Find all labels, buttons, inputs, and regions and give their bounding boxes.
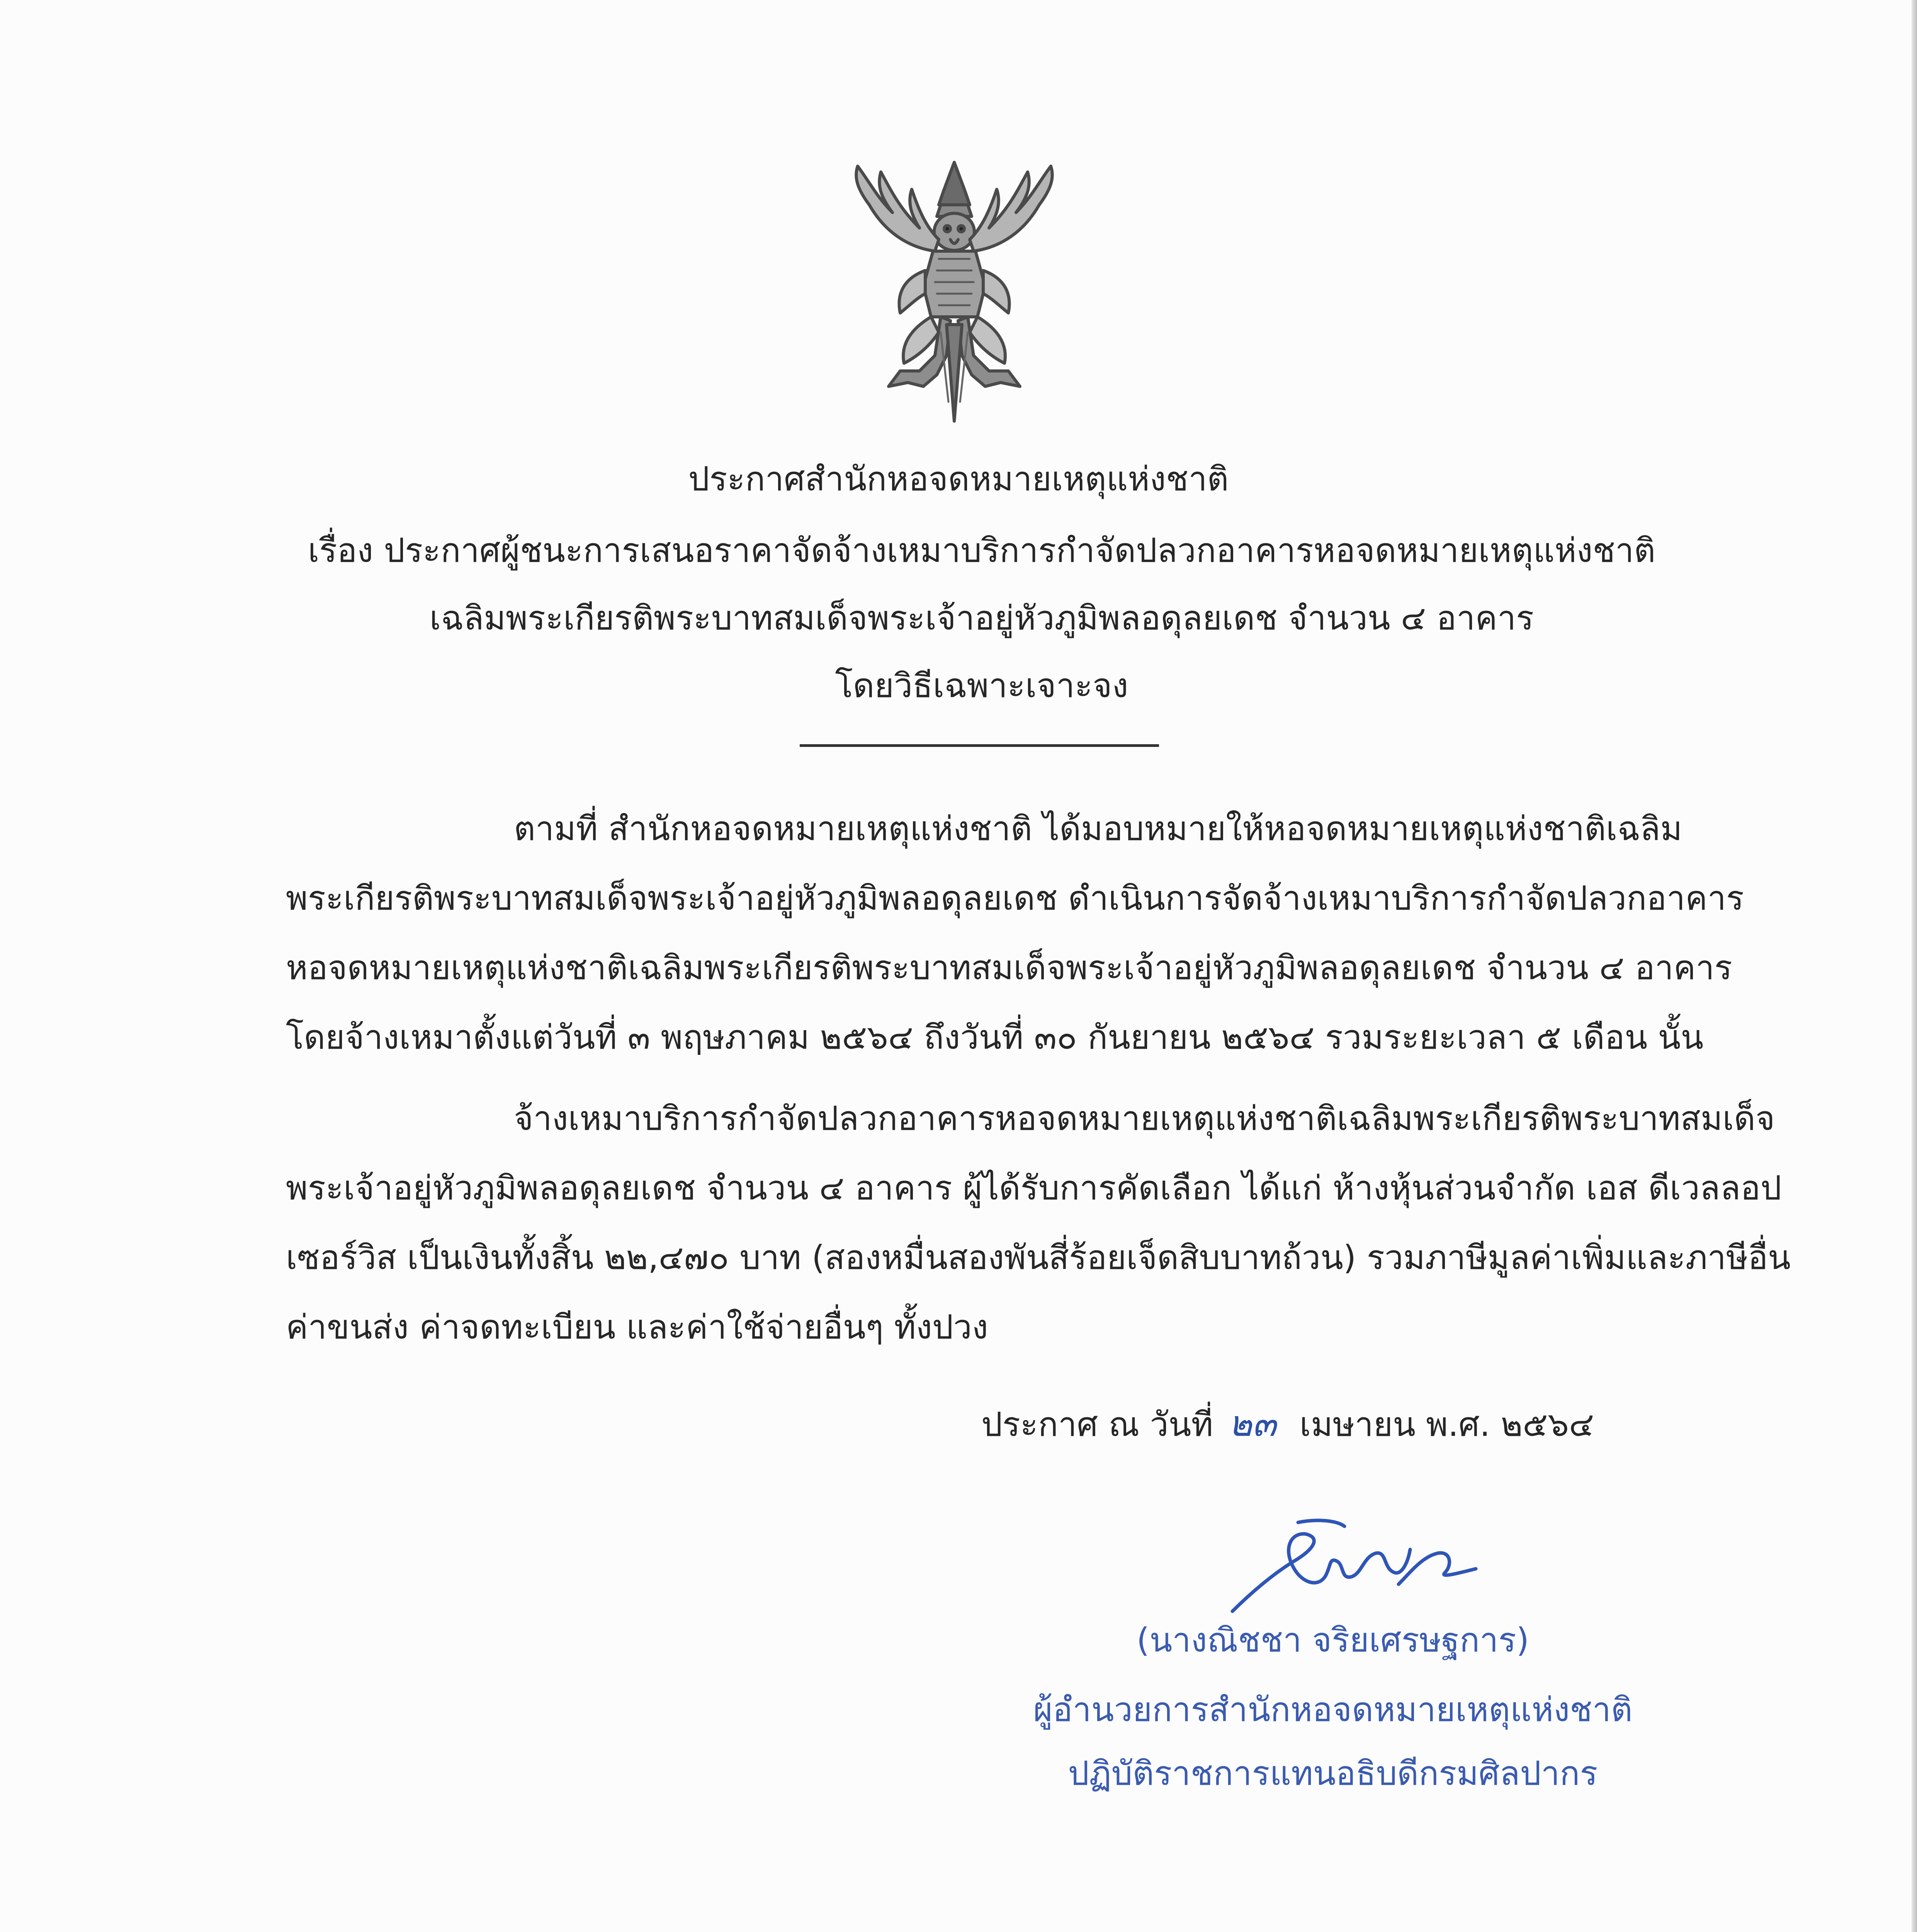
signatory-name: (นางณิชชา จริยเศรษฐการ) xyxy=(1136,1621,1530,1660)
announcement-heading: ประกาศสำนักหอจดหมายเหตุแห่งชาติ xyxy=(688,460,1229,498)
signatory-position: ผู้อำนวยการสำนักหอจดหมายเหตุแห่งชาติ xyxy=(1033,1690,1633,1729)
paragraph-2-line: ค่าขนส่ง ค่าจดทะเบียน และค่าใช้จ่ายอื่นๆ ทั้งปวง xyxy=(286,1308,988,1347)
garuda-emblem-icon xyxy=(842,155,1066,425)
signatory-acting-for: ปฏิบัติราชการแทนอธิบดีกรมศิลปากร xyxy=(1068,1754,1598,1793)
paragraph-1-line: ตามที่ สำนักหอจดหมายเหตุแห่งชาติ ได้มอบหมายให้หอจดหมายเหตุแห่งชาติเฉลิม xyxy=(514,810,1682,848)
handwritten-day: ๒๓ xyxy=(1229,1403,1276,1444)
paragraph-1-line: หอจดหมายเหตุแห่งชาติเฉลิมพระเกียรติพระบาทสมเด็จพระเจ้าอยู่หัวภูมิพลอดุลยเดช จำนวน ๔ อาคาร xyxy=(286,949,1732,987)
date-month-year: เมษายน พ.ศ. ๒๕๖๔ xyxy=(1299,1405,1594,1444)
procurement-method: โดยวิธีเฉพาะเจาะจง xyxy=(835,667,1128,705)
handwritten-signature xyxy=(1229,1515,1499,1631)
paragraph-2-line: พระเจ้าอยู่หัวภูมิพลอดุลยเดช จำนวน ๔ อาคาร ผู้ได้รับการคัดเลือก ได้แก่ ห้างหุ้นส่วนจำกัด เอส ดีเวลลอป xyxy=(286,1169,1782,1208)
announcement-date xyxy=(981,1401,1594,1448)
paragraph-1-line: โดยจ้างเหมาตั้งแต่วันที่ ๓ พฤษภาคม ๒๕๖๔ ถึงวันที่ ๓๐ กันยายน ๒๕๖๔ รวมระยะเวลา ๕ เดือน นั้น xyxy=(286,1018,1704,1057)
page-edge-shadow xyxy=(1912,0,1917,1932)
subject-line-continued: เฉลิมพระเกียรติพระบาทสมเด็จพระเจ้าอยู่หัวภูมิพลอดุลยเดช จำนวน ๔ อาคาร xyxy=(429,599,1534,638)
subject-line: เรื่อง ประกาศผู้ชนะการเสนอราคาจัดจ้างเหมาบริการกำจัดปลวกอาคารหอจดหมายเหตุแห่งชาติ xyxy=(308,531,1656,570)
title-divider xyxy=(800,744,1159,747)
paragraph-1-line: พระเกียรติพระบาทสมเด็จพระเจ้าอยู่หัวภูมิพลอดุลยเดช ดำเนินการจัดจ้างเหมาบริการกำจัดปลวกอาคาร xyxy=(286,879,1744,918)
paragraph-2-line: เซอร์วิส เป็นเงินทั้งสิ้น ๒๒,๔๗๐ บาท (สองหมื่นสองพันสี่ร้อยเจ็ดสิบบาทถ้วน) รวมภาษีมูลค่าเพิ่มและภาษีอื่น xyxy=(286,1238,1791,1277)
paragraph-2-line: จ้างเหมาบริการกำจัดปลวกอาคารหอจดหมายเหตุแห่งชาติเฉลิมพระเกียรติพระบาทสมเด็จ xyxy=(514,1099,1775,1138)
date-prefix: ประกาศ ณ วันที่ xyxy=(981,1405,1213,1444)
